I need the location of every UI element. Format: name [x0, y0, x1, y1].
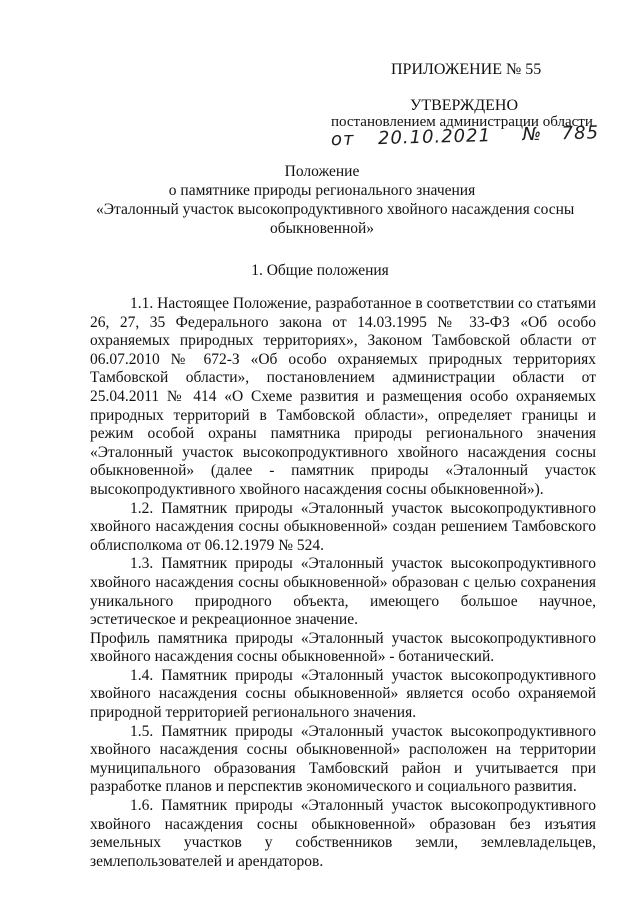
title-line-4: обыкновенной»: [269, 220, 375, 237]
paragraph-1-6: 1.6. Памятник природы «Эталонный участок высокопродуктивного хвойного насаждения сосны обыкновенной» образован без изъятия земельных участков у собственников земли, землевладельцев, землепользователей и арендаторов.: [90, 797, 596, 870]
title-line-1: Положение: [284, 163, 360, 180]
appendix-number: ПРИЛОЖЕНИЕ № 55: [391, 61, 542, 78]
decree-number: 785: [561, 122, 600, 145]
section-heading: 1. Общие положения: [251, 262, 389, 279]
title-line-2: о памятнике природы регионального значения: [168, 182, 476, 199]
approval-stamp: УТВЕРЖДЕНО: [410, 97, 519, 114]
decree-date: 20.10.2021: [377, 125, 492, 150]
paragraph-1-5: 1.5. Памятник природы «Эталонный участок высокопродуктивного хвойного насаждения сосны обыкновенной» расположен на территории муниципального образования Тамбовский район и учитывается при разработке планов и перспектив экономического и социального развития.: [90, 722, 596, 796]
decree-authority: постановлением администрации области: [331, 114, 593, 130]
title-line-3: «Эталонный участок высокопродуктивного хвойного насаждения сосны: [96, 201, 575, 218]
paragraph-1-1: 1.1. Настоящее Положение, разработанное в соответствии со статьями 26, 27, 35 Федерального закона от 14.03.1995 № 33-ФЗ «Об особо охраняемых природных территориях», Законом Тамбовской области от 06.07.2010 № 672-З «Об особо охраняемых природных территориях Тамбовской области», постановлением администрации области от 25.04.2011 № 414 «О Схеме развития и размещения особо охраняемых природных территорий в Тамбовской области», определяет границы и режим особой охраны памятника природы регионального значения «Эталонный участок высокопродуктивного хвойного насаждения сосны обыкновенной» (далее - памятник природы «Эталонный участок высокопродуктивного хвойного насаждения сосны обыкновенной»).: [90, 295, 596, 498]
paragraph-1-4: 1.4. Памятник природы «Эталонный участок высокопродуктивного хвойного насаждения сосны обыкновенной» является особо охраняемой природной территорией регионального значения.: [90, 666, 596, 722]
paragraph-1-2: 1.2. Памятник природы «Эталонный участок высокопродуктивного хвойного насаждения сосны обыкновенной» создан решением Тамбовского облисполкома от 06.12.1979 № 524.: [90, 499, 596, 554]
from-label: от: [330, 128, 355, 151]
document-title: [96, 162, 575, 238]
number-label: №: [522, 123, 543, 146]
document-body: [90, 295, 596, 871]
paragraph-profile: Профиль памятника природы «Эталонный участок высокопродуктивного хвойного насаждения сосны обыкновенной» - ботанический.: [90, 629, 596, 666]
paragraph-1-3: 1.3. Памятник природы «Эталонный участок высокопродуктивного хвойного насаждения сосны обыкновенной» образован с целью сохранения уникального природного объекта, имеющего большое научное, эстетическое и рекреационное значение.: [90, 555, 596, 629]
